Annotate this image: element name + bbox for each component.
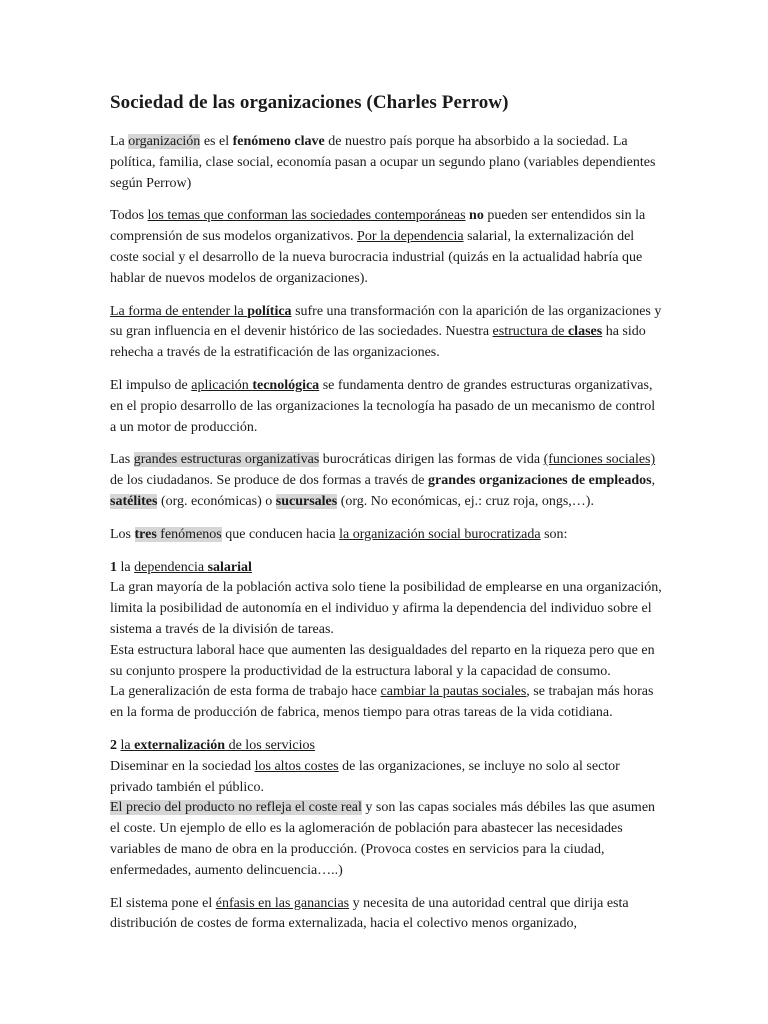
bold-highlighted-term: satélites bbox=[110, 493, 158, 509]
underlined-term: estructura de bbox=[492, 324, 568, 340]
underlined-term: de los servicios bbox=[225, 737, 315, 753]
text-run: La bbox=[110, 134, 129, 149]
paragraph-sistema bbox=[110, 894, 662, 936]
document-title: Sociedad de las organizaciones (Charles Perrow) bbox=[110, 92, 509, 113]
paragraph-temas bbox=[110, 206, 662, 289]
bold-underlined-term: tecnológica bbox=[252, 377, 320, 393]
text-run: ha sido rehecha a través de la estratificación de las organizaciones. bbox=[110, 324, 646, 361]
highlighted-term: fenómenos bbox=[156, 526, 222, 542]
bold-highlighted-term: tres bbox=[134, 526, 157, 542]
text-run: El impulso de bbox=[110, 377, 192, 393]
text-run: son: bbox=[540, 526, 568, 542]
text-run: , se trabajan más horas en la forma de producción de fabrica, menos tiempo para otras tareas de la vida cotidiana. bbox=[110, 684, 654, 721]
text-run: El sistema pone el bbox=[110, 895, 216, 911]
underlined-term: la bbox=[120, 737, 135, 753]
bold-term: no bbox=[469, 208, 484, 224]
underlined-term: La forma de entender la bbox=[110, 303, 248, 319]
underlined-term: la organización social burocratizada bbox=[339, 526, 541, 542]
section-number: 1 bbox=[110, 559, 117, 575]
paragraph-tres-fenomenos bbox=[110, 525, 662, 546]
underlined-term: los temas que conforman las sociedades contemporáneas bbox=[147, 208, 466, 224]
text-run: Esta estructura laboral hace que aumenten las desigualdades del reparto en la riqueza pero que en su conjunto prospere la productividad de la estructura laboral y la capacidad de consumo. bbox=[110, 642, 655, 679]
bold-underlined-term: externalización bbox=[134, 737, 226, 753]
text-run: Todos bbox=[110, 208, 148, 224]
bold-highlighted-term: sucursales bbox=[275, 493, 338, 509]
text-run: de los ciudadanos. Se produce de dos formas a través de bbox=[110, 473, 429, 489]
paragraph-organizacion bbox=[110, 132, 662, 194]
text-run: la bbox=[117, 559, 135, 575]
underlined-term: los altos costes bbox=[254, 758, 339, 774]
text-run: burocráticas dirigen las formas de vida bbox=[319, 452, 544, 468]
text-run: La gran mayoría de la población activa solo tiene la posibilidad de emplearse en una organización, limita la posibilidad de autonomía en el individuo y afirma la dependencia del individuo sobre el sistema a través de la división de tareas. bbox=[110, 580, 662, 637]
text-run: Las bbox=[110, 452, 134, 468]
underlined-term: Por la dependencia bbox=[357, 229, 464, 245]
text-run: sufre una transformación con la aparición de las organizaciones y su gran influencia en el devenir histórico de las sociedades. Nuestra bbox=[110, 303, 662, 340]
highlighted-term: El precio del producto no refleja el coste real bbox=[110, 800, 362, 816]
section-dependencia-salarial bbox=[110, 558, 662, 724]
section-externalizacion bbox=[110, 736, 662, 882]
text-run: de nuestro país porque ha absorbido a la sociedad. La política, familia, clase social, economía pasan a ocupar un segundo plano (variables dependientes según Perrow) bbox=[110, 134, 656, 191]
underlined-term: cambiar la pautas sociales bbox=[380, 684, 527, 700]
text-run: y son las capas sociales más débiles las que asumen el coste. Un ejemplo de ello es la aglomeración de población para abastecer las necesidades variables de mano de obra en la producción. (Provoca costes en servicios para la ciudad, enfermedades, aumento delincuencia…..) bbox=[110, 800, 656, 878]
text-run: y necesita de una autoridad central que dirija esta distribución de costes de forma externalizada, hacia el colectivo menos organizado, bbox=[110, 895, 629, 932]
text-run: se fundamenta dentro de grandes estructuras organizativas, en el propio desarrollo de las organizaciones la tecnología ha pasado de un mecanismo de control a un motor de producción. bbox=[110, 377, 656, 435]
text-run: Diseminar en la sociedad bbox=[110, 758, 255, 774]
document-page bbox=[110, 90, 662, 947]
text-run: es el bbox=[200, 134, 233, 149]
bold-term: fenómeno clave bbox=[232, 134, 325, 149]
paragraph-estructuras bbox=[110, 450, 662, 512]
text-run: salarial, la externalización del coste social y el desarrollo de la nueva burocracia industrial (quizás en la actualidad habría que hablar de nuevos modelos de organizaciones). bbox=[110, 229, 643, 286]
text-run: (org. económicas) o bbox=[157, 493, 276, 509]
bold-underlined-term: salarial bbox=[207, 559, 252, 575]
underlined-term: aplicación bbox=[191, 377, 253, 393]
text-run: pueden ser entendidos sin la comprensión de sus modelos organizativos. bbox=[110, 208, 646, 245]
bold-underlined-term: política bbox=[247, 303, 292, 319]
section-number: 2 bbox=[110, 737, 117, 753]
bold-underlined-term: clases bbox=[567, 324, 603, 340]
text-run: , bbox=[651, 473, 656, 489]
highlighted-term: organización bbox=[128, 134, 201, 149]
text-run: que conducen hacia bbox=[221, 526, 340, 542]
text-run: La generalización de esta forma de trabajo hace bbox=[110, 684, 381, 700]
paragraph-politica bbox=[110, 302, 662, 364]
underlined-term: énfasis en las ganancias bbox=[215, 895, 350, 911]
bold-term: grandes organizaciones de empleados bbox=[428, 473, 652, 489]
underlined-term: dependencia bbox=[134, 559, 208, 575]
underlined-term: (funciones sociales) bbox=[543, 452, 656, 468]
paragraph-tecnologia bbox=[110, 376, 662, 438]
text-run: Los bbox=[110, 526, 135, 542]
text-run: (org. No económicas, ej.: cruz roja, ongs,…). bbox=[337, 493, 594, 509]
text-run: de las organizaciones, se incluye no solo al sector privado también el público. bbox=[110, 758, 620, 795]
highlighted-term: grandes estructuras organizativas bbox=[133, 452, 320, 468]
